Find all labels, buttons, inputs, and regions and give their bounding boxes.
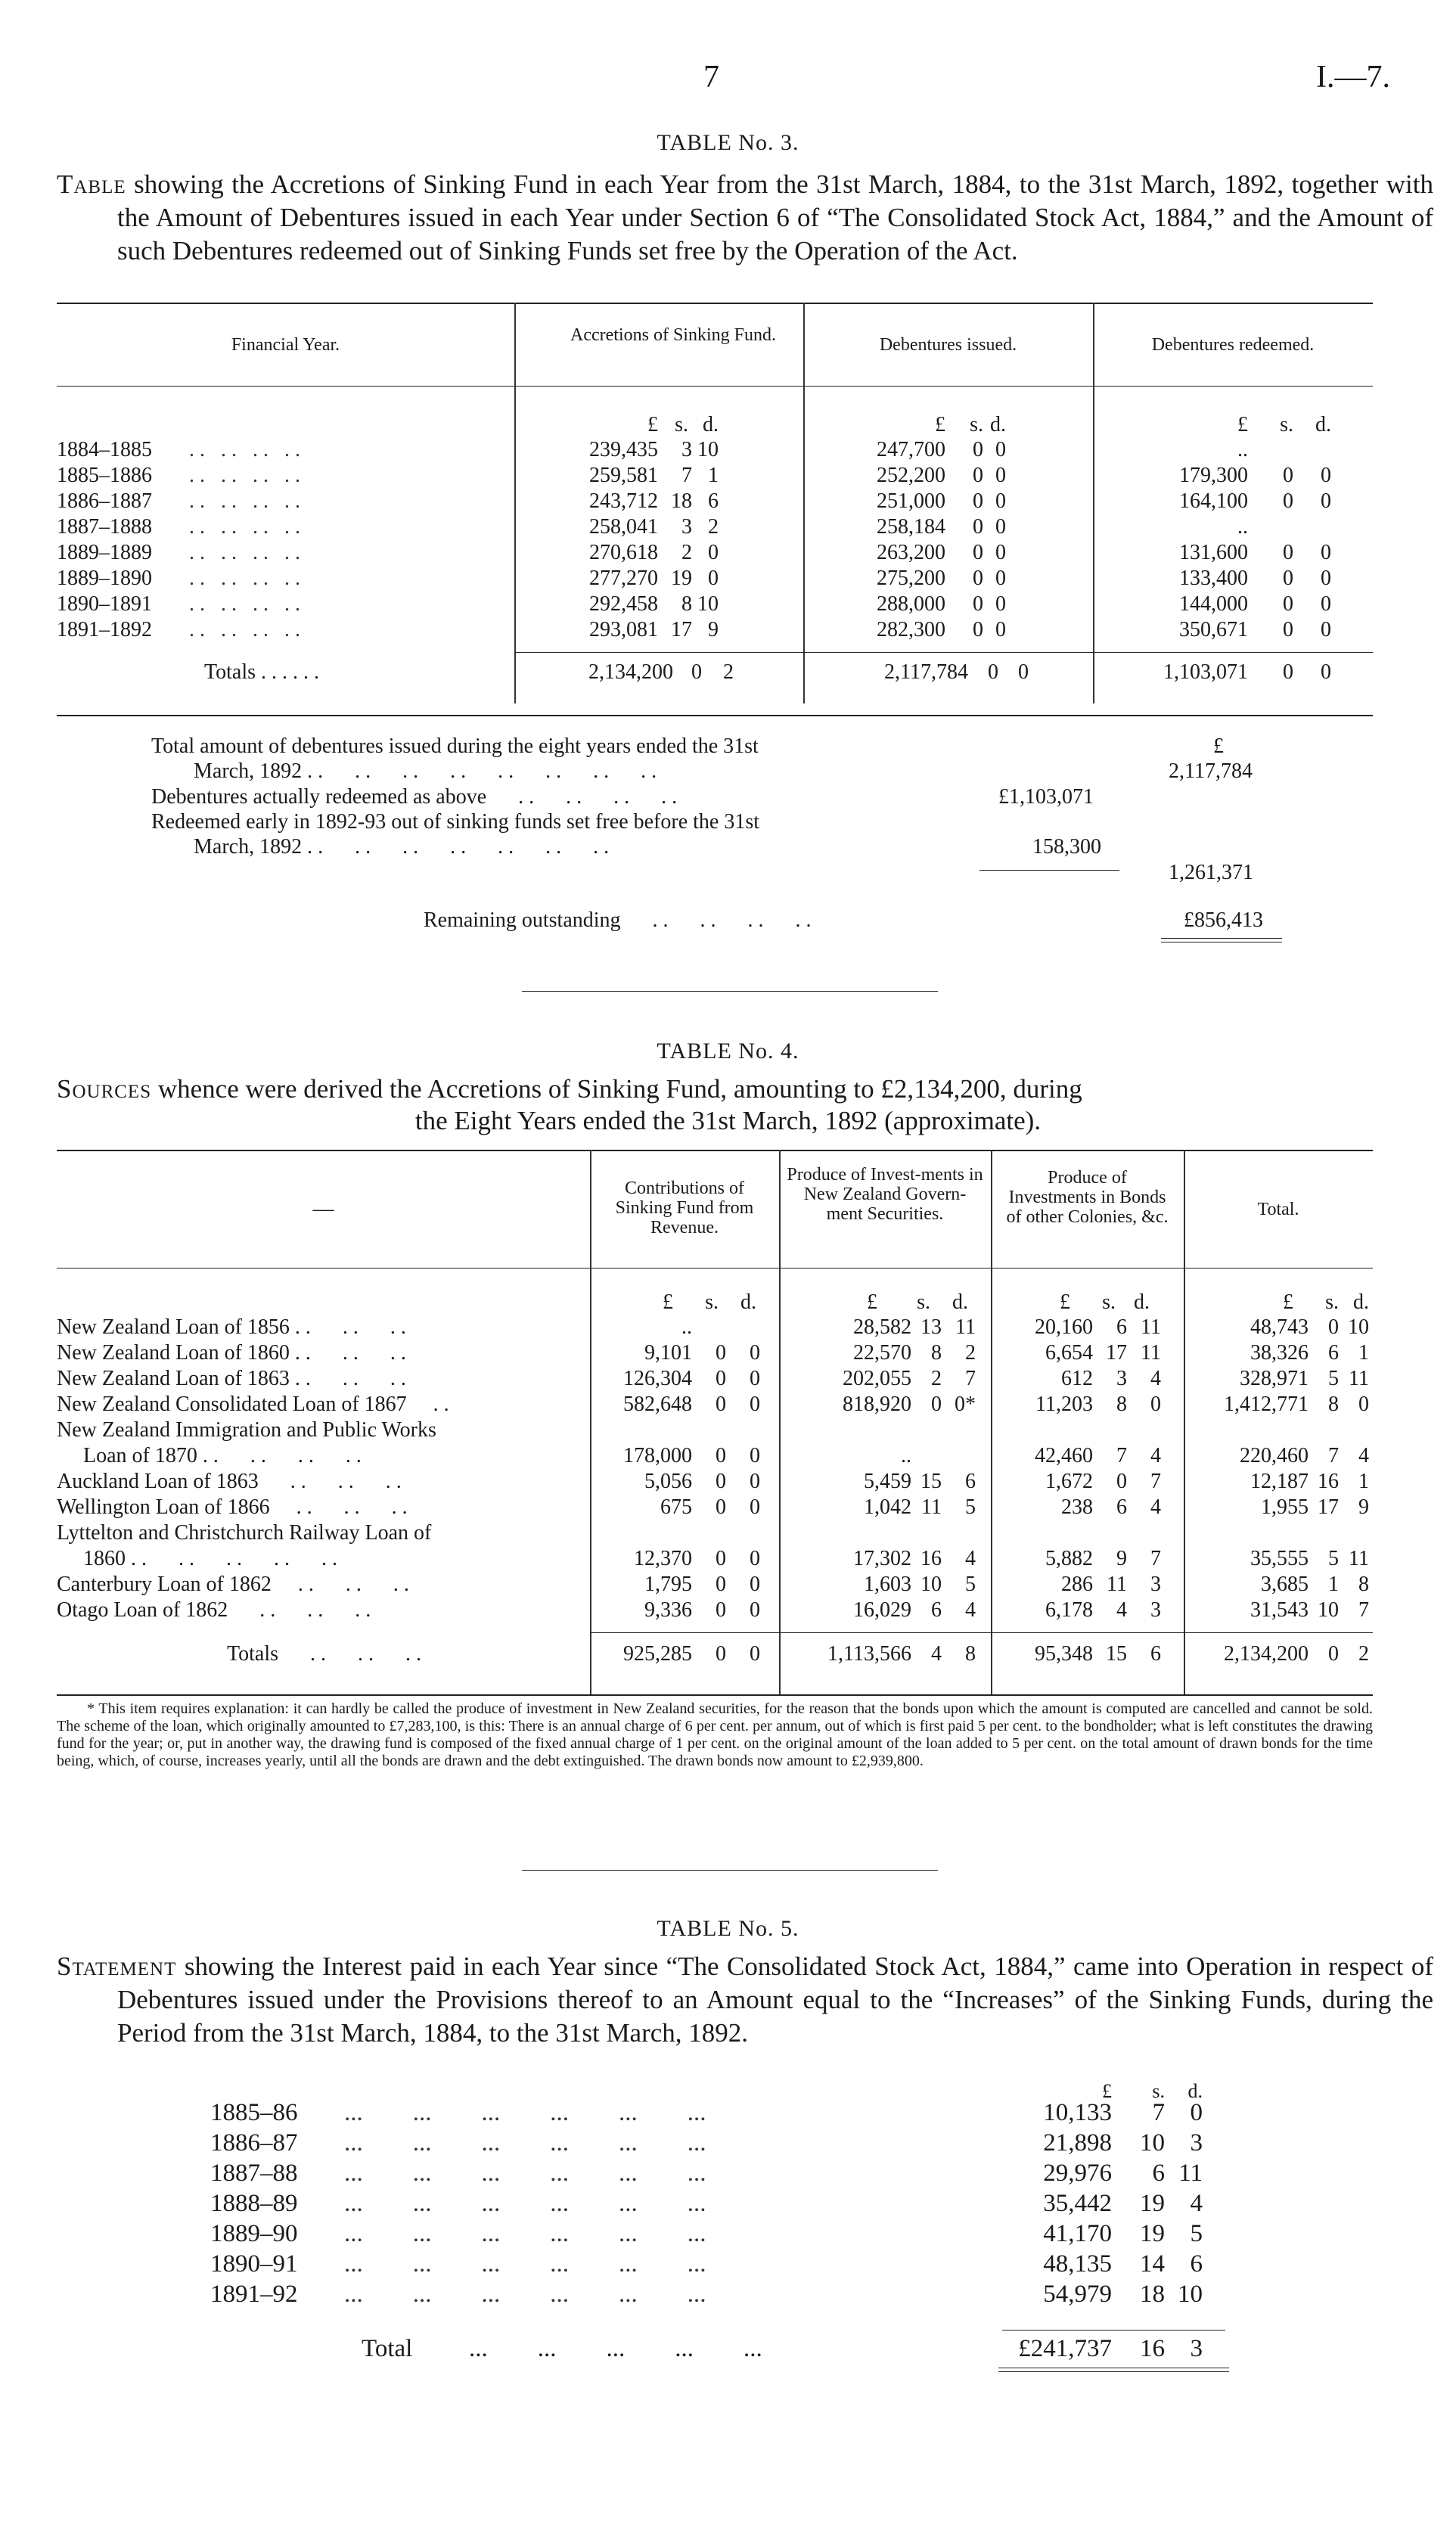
table4-header-blank: — [312, 1197, 334, 1221]
table3-header-redeemed: Debentures redeemed. [1151, 335, 1315, 355]
table4-header-nz-securities: Produce of Invest-ments in New Zealand Govern-ment Securities. [787, 1165, 983, 1224]
summary-early-redeemed-line2: March, 1892 . . . . . . . . . . . . . . [194, 835, 610, 859]
table3-header-accretions: Accretions of Sinking Fund. [570, 325, 776, 345]
table3-caption [57, 168, 1433, 268]
section-separator [522, 991, 938, 992]
table5-heading: TABLE No. 5. [657, 1916, 799, 1941]
table3-leader: . . . . . . . . [189, 618, 300, 641]
table3-year: 1887–1888 [57, 515, 152, 539]
table4-heading: TABLE No. 4. [657, 1039, 799, 1064]
table3-header-rule [57, 386, 1373, 387]
table4-contribution-value: 582,648 0 0 [623, 1393, 760, 1416]
table4-loan-name: New Zealand Loan of 1863 . . . . . . [57, 1367, 406, 1390]
summary-early-redeemed-value: 158,300 [1032, 835, 1101, 859]
table3-totals-label: Totals . . . . . . [204, 660, 320, 684]
table3-year: 1890–1891 [57, 592, 152, 616]
summary-total-issued-line2: March, 1892 . . . . . . . . . . . . . . . . [194, 759, 657, 783]
summary-total-issued-line1: Total amount of debentures issued during the eight years ended the 31st [151, 734, 759, 758]
table4-nz-securities-value: 22,570 8 2 [853, 1341, 976, 1365]
table4-other-colonies-value: 238 6 4 [1061, 1495, 1161, 1519]
table4-units-p: £ s. d. [867, 1290, 968, 1314]
table5-units: £ s. d. [1102, 2080, 1203, 2102]
table3-redeemed-value: 144,000 0 0 [1179, 592, 1331, 616]
table5-year: 1886–87 [210, 2129, 298, 2157]
table3-year: 1889–1890 [57, 567, 152, 590]
table5-year: 1890–91 [210, 2250, 298, 2278]
table3-redeemed-value: 350,671 0 0 [1179, 618, 1331, 641]
table4-total-value: 31,543 10 7 [1250, 1598, 1369, 1622]
table5-leader: ... ... ... ... ... ... [344, 2220, 706, 2247]
table3-leader: . . . . . . . . [189, 489, 300, 513]
table3-leader: . . . . . . . . [189, 515, 300, 539]
table4-other-colonies-value: 6,654 17 11 [1045, 1341, 1161, 1365]
table4-total-value: 35,555 5 11 [1250, 1547, 1369, 1570]
table4-total-total: 2,134,200 0 2 [1224, 1642, 1369, 1666]
table3-bottom-rule [57, 715, 1373, 716]
table3-col-divider [514, 386, 516, 703]
table4-total-value: 12,187 16 1 [1250, 1470, 1369, 1493]
table3-total-redeemed: 1,103,071 0 0 [1163, 660, 1331, 684]
summary-early-redeemed-line1: Redeemed early in 1892-93 out of sinking funds set free before the 31st [151, 810, 760, 834]
table4-total-value: 3,685 1 8 [1261, 1573, 1369, 1596]
table3-leader: . . . . . . . . [189, 438, 300, 461]
table4-footnote: * This item requires explanation: it can hardly be called the produce of investment in New Zealand securities, for the reason that the bonds upon which the amount is computed are cancelled and cannot be sold. The scheme of the loan, which originally amounted to £7,283,100, is this: There is an annual charge of 6 per cent. per annum, out of which is first paid 5 per cent. to the bondholder; what is left constitutes the drawing fund for the year; or, put in another way, the drawing fund is composed of the fixed annual charge of 1 per cent. on the original amount of the loan added to 5 per cent. on the total amount of drawn bonds for the time being, which, of course, increases yearly, until all the bonds are drawn and the debt extinguished. The drawn bonds now amount to £2,939,800. [57, 1700, 1373, 1769]
table4-contribution-value: 9,101 0 0 [644, 1341, 760, 1365]
table3-year: 1884–1885 [57, 438, 152, 461]
table3-year: 1885–1886 [57, 464, 152, 487]
table4-units-b: £ s. d. [1060, 1290, 1150, 1314]
table3-leader: . . . . . . . . [189, 464, 300, 487]
table3-col-divider [1093, 386, 1094, 703]
table3-accretion-value: 259,581 7 1 [589, 464, 719, 487]
table4-contribution-value: 1,795 0 0 [644, 1573, 760, 1596]
table4-nz-securities-value: 28,582 13 11 [853, 1315, 976, 1339]
table4-nz-securities-value: 5,459 15 6 [864, 1470, 976, 1493]
table3-redeemed-value: .. [1237, 438, 1248, 461]
table4-totals-label: Totals . . . . . . [227, 1642, 422, 1666]
table3-redeemed-value: .. [1237, 515, 1248, 539]
summary-remaining-value: £856,413 [1184, 908, 1263, 932]
table3-issued-value: 282,300 0 0 [877, 618, 1006, 641]
table5-interest-value: 41,170 19 5 [1043, 2220, 1203, 2247]
table5-interest-value: 48,135 14 6 [1043, 2250, 1203, 2278]
table4-other-colonies-value: 612 3 4 [1061, 1367, 1161, 1390]
table5-year: 1888–89 [210, 2190, 298, 2217]
table3-issued-value: 251,000 0 0 [877, 489, 1006, 513]
table4-totals-rule [590, 1632, 1373, 1633]
table4-header-other-colonies: Produce of Investments in Bonds of other Colonies, &c. [1006, 1168, 1169, 1227]
table4-other-colonies-value: 6,178 4 3 [1045, 1598, 1161, 1622]
table3-totals-rule [514, 652, 1373, 653]
table4-col-divider [779, 1150, 781, 1694]
table5-caption: Statement showing the Interest paid in each Year since “The Consolidated Stock Act, 1884,” came into Operation in respect of Debentures issued under the Provisions thereof to an Amount equal to the “Increases” of the Sinking Funds, during the Period from the 31st March, 1884, to the 31st March, 1892. [57, 1952, 1433, 2048]
table5-total-label: Total [362, 2335, 413, 2362]
table4-total-nz-securities: 1,113,566 4 8 [827, 1642, 976, 1666]
table3-units-red: £ s. d. [1237, 413, 1331, 436]
table4-total-value: 328,971 5 11 [1240, 1367, 1369, 1390]
table4-contribution-value: .. [681, 1315, 692, 1339]
table5-interest-value: 54,979 18 10 [1043, 2281, 1203, 2308]
table4-loan-name: Wellington Loan of 1866 . . . . . . [57, 1495, 408, 1519]
table3-accretion-value: 258,041 3 2 [589, 515, 719, 539]
table3-units-acc: £ s. d. [647, 413, 719, 436]
table4-other-colonies-value: 42,460 7 4 [1035, 1444, 1161, 1467]
table3-issued-value: 263,200 0 0 [877, 541, 1006, 564]
double-rule-upper [1161, 938, 1282, 939]
table5-year: 1889–90 [210, 2220, 298, 2247]
table3-col-divider [803, 386, 805, 703]
table4-col-divider [1184, 1150, 1185, 1694]
table3-year: 1891–1892 [57, 618, 152, 641]
table3-header-issued: Debentures issued. [879, 335, 1017, 355]
table4-nz-securities-value: 1,042 11 5 [864, 1495, 976, 1519]
table4-caption-line1: Sources whence were derived the Accretions of Sinking Fund, amounting to £2,134,200, during [57, 1074, 1082, 1104]
table3-total-issued: 2,117,784 0 0 [884, 660, 1029, 684]
table4-other-colonies-value: 5,882 9 7 [1045, 1547, 1161, 1570]
table3-caption-lead: Table [57, 169, 126, 199]
table5-year: 1885–86 [210, 2099, 298, 2126]
table4-units-c: £ s. d. [663, 1290, 756, 1314]
table3-col-divider [514, 303, 516, 386]
table4-other-colonies-value: 286 11 3 [1061, 1573, 1161, 1596]
table4-nz-securities-value: 202,055 2 7 [843, 1367, 976, 1390]
table4-contribution-value: 675 0 0 [660, 1495, 760, 1519]
table3-leader: . . . . . . . . [189, 567, 300, 590]
table5-leader: ... ... ... ... ... ... [344, 2160, 706, 2187]
table4-nz-securities-value: .. [901, 1444, 911, 1467]
table5-year: 1887–88 [210, 2160, 298, 2187]
table4-loan-name: New Zealand Loan of 1856 . . . . . . [57, 1315, 406, 1339]
table5-leader: ... ... ... ... ... ... [344, 2129, 706, 2157]
table3-units-iss: £ s. d. [935, 413, 1006, 436]
table4-contribution-value: 126,304 0 0 [623, 1367, 760, 1390]
table4-total-contributions: 925,285 0 0 [623, 1642, 760, 1666]
table4-header-contributions: Contributions of Sinking Fund from Revenue. [615, 1178, 754, 1237]
table4-loan-name: Canterbury Loan of 1862 . . . . . . [57, 1573, 409, 1596]
table4-loan-name: Otago Loan of 1862 . . . . . . [57, 1598, 371, 1622]
table3-total-accretions: 2,134,200 0 2 [588, 660, 734, 684]
table5-total-value: £241,737 16 3 [1018, 2335, 1203, 2362]
table4-loan-name: 1860 . . . . . . . . . . [83, 1547, 337, 1570]
table5-year: 1891–92 [210, 2281, 298, 2308]
table3-issued-value: 258,184 0 0 [877, 515, 1006, 539]
table4-loan-name: Loan of 1870 . . . . . . . . [83, 1444, 362, 1467]
table4-other-colonies-value: 11,203 8 0 [1035, 1393, 1161, 1416]
table3-redeemed-value: 131,600 0 0 [1179, 541, 1331, 564]
section-separator [522, 1870, 938, 1871]
table4-total-value: 1,412,771 8 0 [1224, 1393, 1369, 1416]
table4-loan-name: New Zealand Immigration and Public Works [57, 1418, 436, 1442]
table5-interest-value: 10,133 7 0 [1043, 2099, 1203, 2126]
table4-contribution-value: 12,370 0 0 [634, 1547, 760, 1570]
table4-other-colonies-value: 20,160 6 11 [1035, 1315, 1161, 1339]
table3-leader: . . . . . . . . [189, 541, 300, 564]
summary-subtotal-value: 1,261,371 [1169, 861, 1253, 884]
table3-issued-value: 275,200 0 0 [877, 567, 1006, 590]
summary-redeemed-value: £1,103,071 [998, 785, 1094, 809]
summary-redeemed-label: Debentures actually redeemed as above . . . . . . . . [151, 785, 678, 809]
table5-leader: ... ... ... ... ... ... [344, 2099, 706, 2126]
summary-total-issued-value: 2,117,784 [1169, 759, 1253, 783]
table4-contribution-value: 5,056 0 0 [644, 1470, 760, 1493]
table3-issued-value: 247,700 0 0 [877, 438, 1006, 461]
table3-year: 1889–1889 [57, 541, 152, 564]
table4-nz-securities-value: 818,920 0 0* [843, 1393, 976, 1416]
page-number: 7 [703, 60, 719, 95]
table4-nz-securities-value: 16,029 6 4 [853, 1598, 976, 1622]
table5-interest-value: 35,442 19 4 [1043, 2190, 1203, 2217]
table3-top-rule [57, 303, 1373, 304]
table3-issued-value: 288,000 0 0 [877, 592, 1006, 616]
summary-remaining-label: Remaining outstanding . . . . . . . . [424, 908, 812, 932]
table4-loan-name: New Zealand Loan of 1860 . . . . . . [57, 1341, 406, 1365]
table4-header-total: Total. [1257, 1200, 1299, 1219]
table3-accretion-value: 239,435 3 10 [589, 438, 719, 461]
table3-leader: . . . . . . . . [189, 592, 300, 616]
table3-accretion-value: 293,081 17 9 [589, 618, 719, 641]
table4-total-value: 1,955 17 9 [1261, 1495, 1369, 1519]
table3-header-year: Financial Year. [231, 335, 340, 355]
table4-loan-name: Lyttelton and Christchurch Railway Loan of [57, 1521, 432, 1545]
table3-year: 1886–1887 [57, 489, 152, 513]
table4-bottom-rule [57, 1694, 1373, 1696]
table5-interest-value: 29,976 6 11 [1043, 2160, 1203, 2187]
table3-accretion-value: 243,712 18 6 [589, 489, 719, 513]
table3-redeemed-value: 179,300 0 0 [1179, 464, 1331, 487]
table4-units-t: £ s. d. [1283, 1290, 1369, 1314]
table4-top-rule [57, 1150, 1373, 1151]
table4-total-other-colonies: 95,348 15 6 [1035, 1642, 1161, 1666]
table4-total-value: 220,460 7 4 [1240, 1444, 1369, 1467]
table3-caption-text: showing the Accretions of Sinking Fund in each Year from the 31st March, 1884, to the 31st March, 1892, together with the Amount of Debentures issued in each Year under Section 6 of “The Consolidated Stock Act, 1884,” and the Amount of such Debentures redeemed out of Sinking Funds set free by the Operation of the Act. [117, 169, 1433, 266]
table4-nz-securities-value: 17,302 16 4 [853, 1547, 976, 1570]
summary-rule [979, 870, 1119, 871]
double-rule-lower [998, 2371, 1229, 2372]
table4-loan-name: Auckland Loan of 1863 . . . . . . [57, 1470, 402, 1493]
table4-loan-name: New Zealand Consolidated Loan of 1867 . . [57, 1393, 449, 1416]
table3-redeemed-value: 164,100 0 0 [1179, 489, 1331, 513]
table4-total-value: 48,743 0 10 [1250, 1315, 1369, 1339]
table3-redeemed-value: 133,400 0 0 [1179, 567, 1331, 590]
table5-leader: ... ... ... ... ... ... [344, 2190, 706, 2217]
table4-caption-line2: the Eight Years ended the 31st March, 1892 (approximate). [414, 1106, 1042, 1135]
table4-contribution-value: 178,000 0 0 [623, 1444, 760, 1467]
table5-total-leader: ... ... ... ... ... [469, 2335, 762, 2362]
table3-accretion-value: 270,618 2 0 [589, 541, 719, 564]
table4-total-value: 38,326 6 1 [1250, 1341, 1369, 1365]
table5-leader: ... ... ... ... ... ... [344, 2250, 706, 2278]
table4-contribution-value: 9,336 0 0 [644, 1598, 760, 1622]
table5-leader: ... ... ... ... ... ... [344, 2281, 706, 2308]
table5-interest-value: 21,898 10 3 [1043, 2129, 1203, 2157]
summary-pound-sign: £ [1213, 734, 1224, 758]
table4-nz-securities-value: 1,603 10 5 [864, 1573, 976, 1596]
table4-other-colonies-value: 1,672 0 7 [1045, 1470, 1161, 1493]
table4-col-divider [991, 1150, 992, 1694]
document-reference: I.—7. [1316, 60, 1390, 95]
table3-accretion-value: 277,270 19 0 [589, 567, 719, 590]
table3-heading: TABLE No. 3. [657, 130, 799, 155]
table3-accretion-value: 292,458 8 10 [589, 592, 719, 616]
table3-issued-value: 252,200 0 0 [877, 464, 1006, 487]
